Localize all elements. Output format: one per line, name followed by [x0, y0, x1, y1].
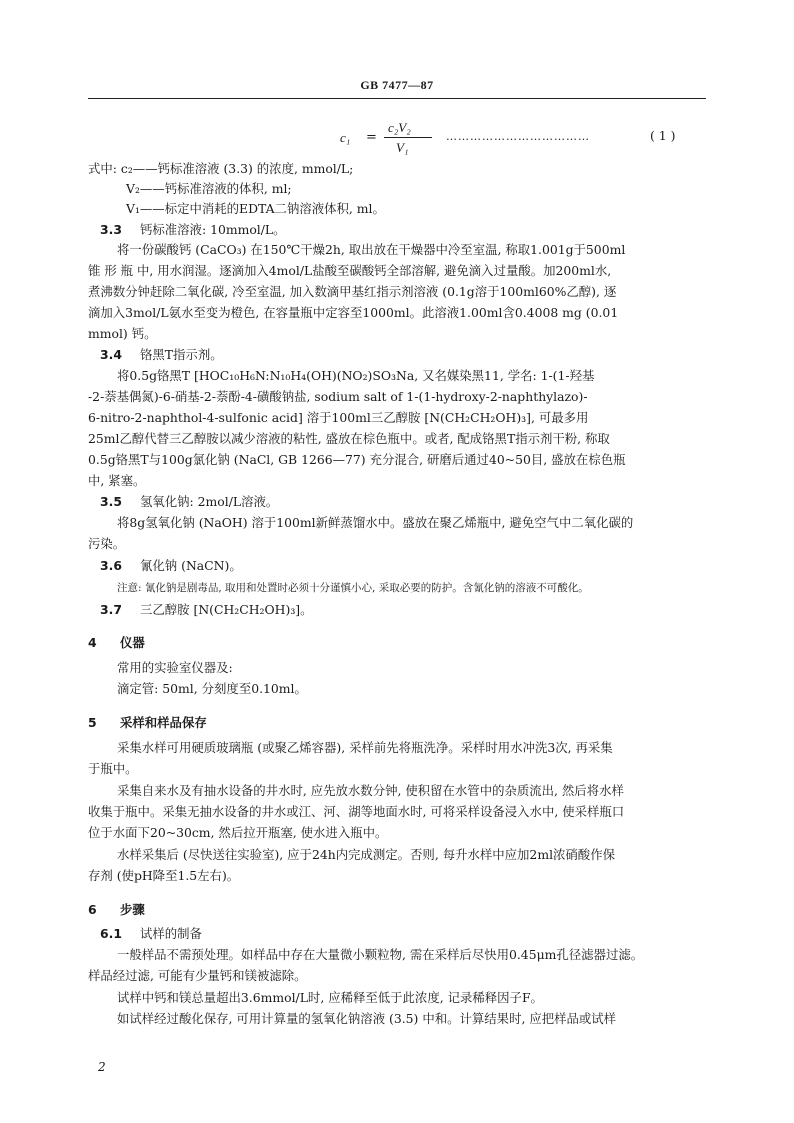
section-title: 仪器 — [120, 635, 145, 650]
section-5-heading — [88, 715, 207, 731]
paragraph-line: 锥 形 瓶 中, 用水润湿。逐滴加入4mol/L盐酸至碳酸钙全部溶解, 避免滴入过量酸。加200ml水, — [88, 263, 612, 278]
section-number: 3.7 — [100, 602, 122, 617]
formula-number: ( 1 ) — [650, 128, 676, 143]
paragraph-line: 中, 紧塞。 — [88, 473, 146, 488]
paragraph-line: 煮沸数分钟赶除二氧化碳, 冷至室温, 加入数滴甲基红指示剂溶液 (0.1g溶于100ml60%乙醇), 逐 — [88, 284, 617, 299]
section-number: 6 — [88, 902, 97, 917]
section-3-3-heading — [100, 222, 286, 238]
paragraph-line: 6-nitro-2-naphthol-4-sulfonic acid] 溶于100ml三乙醇胺 [N(CH₂CH₂OH)₃], 可最多用 — [88, 410, 589, 425]
section-number: 5 — [88, 715, 97, 730]
paragraph-line: 将0.5g铬黑T [HOC₁₀H₆N:N₁₀H₄(OH)(NO₂)SO₃Na, 又名媒染黑11, 学名: 1-(1-羟基 — [117, 368, 595, 383]
paragraph-line: 采集水样可用硬质玻璃瓶 (或聚乙烯容器), 采样前先将瓶洗净。采样时用水冲洗3次, 再采集 — [117, 740, 613, 755]
paragraph-line: 将一份碳酸钙 (CaCO₃) 在150℃干燥2h, 取出放在干燥器中冷至室温, 称取1.001g于500ml — [117, 242, 626, 257]
paragraph-line: 25ml乙醇代替三乙醇胺以减少溶液的粘性, 盛放在棕色瓶中。或者, 配成铬黑T指示剂干粉, 称取 — [88, 431, 610, 446]
paragraph-line: 一般样品不需预处理。如样品中存在大量微小颗粒物, 需在采样后尽快用0.45μm孔径滤器过滤。 — [117, 947, 644, 962]
where-line-3: V₁——标定中消耗的EDTA二钠溶液体积, ml。 — [126, 201, 385, 216]
section-number: 3.6 — [100, 558, 122, 573]
page-number: 2 — [98, 1060, 106, 1074]
paragraph-line: 收集于瓶中。采集无抽水设备的井水或江、河、湖等地面水时, 可将采样设备浸入水中, 使采样瓶口 — [88, 804, 625, 819]
paragraph-line: 将8g氢氧化钠 (NaOH) 溶于100ml新鲜蒸馏水中。盛放在聚乙烯瓶中, 避免空气中二氧化碳的 — [117, 515, 634, 530]
formula-denominator: V₁ — [396, 140, 409, 155]
paragraph-line: 水样采集后 (尽快送往实验室), 应于24h内完成测定。否则, 每升水样中应加2ml浓硝酸作保 — [117, 847, 615, 862]
paragraph-line: 于瓶中。 — [88, 761, 138, 776]
paragraph-line: 样品经过滤, 可能有少量钙和镁被滤除。 — [88, 968, 307, 983]
paragraph-line: 位于水面下20~30cm, 然后拉开瓶塞, 使水进入瓶中。 — [88, 825, 388, 840]
paragraph-line: 常用的实验室仪器及: — [117, 660, 233, 675]
section-3-5-heading — [100, 494, 278, 510]
formula-lhs: c₁ — [340, 130, 351, 145]
header-rule — [88, 98, 706, 99]
paragraph-line: 污染。 — [88, 536, 126, 551]
section-3-7-heading — [100, 602, 313, 618]
section-number: 4 — [88, 635, 97, 650]
where-line-2: V₂——钙标准溶液的体积, ml; — [126, 181, 292, 196]
formula-equals: = — [366, 130, 377, 145]
fraction-bar — [384, 137, 432, 138]
paragraph-line: -2-萘基偶氮)-6-硝基-2-萘酚-4-磺酸钠盐, sodium salt of 1-(1-hydroxy-2-naphthylazo)- — [88, 389, 588, 404]
section-number: 3.3 — [100, 222, 122, 237]
section-title: 步骤 — [120, 902, 145, 917]
formula-leader-dots: ……………………………… — [446, 130, 590, 143]
paragraph-line: 滴加入3mol/L氨水至变为橙色, 在容量瓶中定容至1000ml。此溶液1.00ml含0.4008 mg (0.01 — [88, 305, 619, 320]
paragraph-line: 试样中钙和镁总量超出3.6mmol/L时, 应稀释至低于此浓度, 记录稀释因子F。 — [117, 990, 543, 1005]
paragraph-line: 采集自来水及有抽水设备的井水时, 应先放水数分钟, 使积留在水管中的杂质流出, 然后将水样 — [117, 783, 624, 798]
formula-numerator: c₂V₂ — [388, 120, 411, 135]
safety-note: 注意: 氰化钠是剧毒品, 取用和处置时必须十分谨慎小心, 采取必要的防护。含氰化钠的溶液不可酸化。 — [117, 582, 589, 594]
section-3-6-heading — [100, 558, 242, 574]
paragraph-line: 0.5g铬黑T与100g氯化钠 (NaCl, GB 1266—77) 充分混合, 研磨后通过40~50目, 盛放在棕色瓶 — [88, 452, 626, 467]
section-title: 氰化钠 (NaCN)。 — [140, 558, 242, 573]
section-number: 3.5 — [100, 494, 122, 509]
section-3-4-heading — [100, 347, 223, 363]
section-6-heading — [88, 902, 145, 918]
section-number: 3.4 — [100, 347, 122, 362]
section-title: 三乙醇胺 [N(CH₂CH₂OH)₃]。 — [140, 602, 313, 617]
section-title: 钙标准溶液: 10mmol/L。 — [140, 222, 286, 237]
paragraph-line: 滴定管: 50ml, 分刻度至0.10ml。 — [117, 681, 307, 696]
section-title: 采样和样品保存 — [120, 715, 207, 730]
section-title: 铬黑T指示剂。 — [140, 347, 223, 362]
section-title: 试样的制备 — [140, 926, 202, 941]
paragraph-line: 存剂 (使pH降至1.5左右)。 — [88, 868, 240, 883]
paragraph-line: 如试样经过酸化保存, 可用计算量的氢氧化钠溶液 (3.5) 中和。计算结果时, 应把样品或试样 — [117, 1011, 617, 1026]
where-line-1: 式中: c₂——钙标准溶液 (3.3) 的浓度, mmol/L; — [88, 161, 354, 176]
paragraph-line: mmol) 钙。 — [88, 326, 157, 341]
page-header: GB 7477—87 — [360, 78, 434, 92]
section-number: 6.1 — [100, 926, 122, 941]
section-title: 氢氧化钠: 2mol/L溶液。 — [140, 494, 279, 509]
section-4-heading — [88, 635, 145, 651]
section-6-1-heading — [100, 926, 202, 942]
